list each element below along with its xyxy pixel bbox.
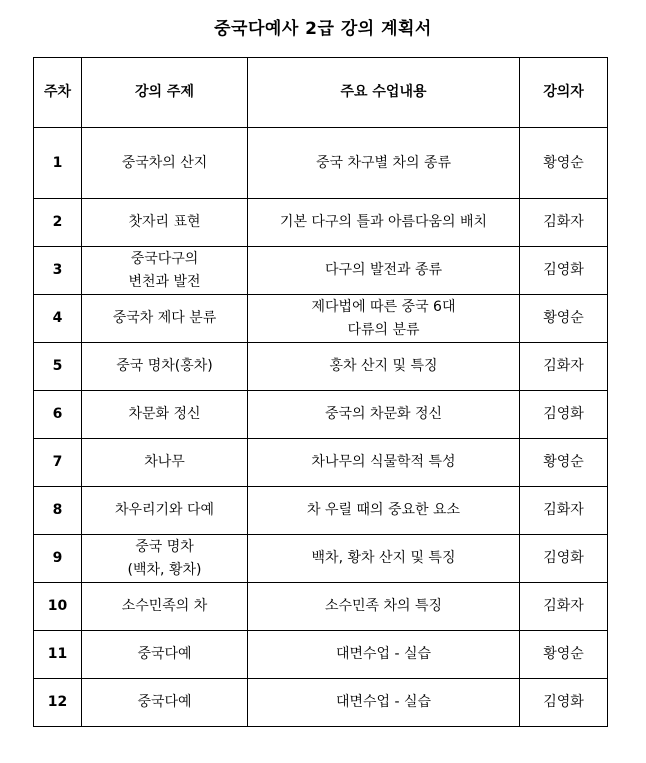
- topic-cell: [82, 295, 248, 343]
- content-cell: [248, 128, 520, 199]
- topic-line: 중국 명차(홍차): [116, 358, 213, 374]
- lecturer-cell: 황영순: [520, 439, 608, 487]
- topic-line: 중국다예: [137, 694, 192, 710]
- lecturer-cell: 김영화: [520, 535, 608, 583]
- table-row: [34, 295, 608, 343]
- topic-cell: [82, 343, 248, 391]
- content-line: 제다법에 따른 중국 6대: [311, 298, 456, 315]
- content-cell: [248, 247, 520, 295]
- lecture-plan-table: [33, 57, 608, 727]
- content-cell: [248, 295, 520, 343]
- topic-cell: [82, 128, 248, 199]
- lecturer-cell: 김화자: [520, 487, 608, 535]
- week-cell: 9: [34, 535, 82, 583]
- content-cell: [248, 583, 520, 631]
- table-row: [34, 487, 608, 535]
- topic-line: 변천과 발전: [128, 273, 201, 290]
- topic-line: 중국차의 산지: [121, 154, 208, 171]
- lecturer-cell: 황영순: [520, 128, 608, 199]
- header-topic: 강의 주제: [82, 58, 248, 128]
- topic-cell: [82, 535, 248, 583]
- week-cell: 5: [34, 343, 82, 391]
- table-row: [34, 439, 608, 487]
- week-cell: 3: [34, 247, 82, 295]
- lecturer-cell: 황영순: [520, 631, 608, 679]
- table-header-row: [34, 58, 608, 128]
- topic-cell: [82, 679, 248, 727]
- table-row: [34, 391, 608, 439]
- content-cell: [248, 439, 520, 487]
- table-row: [34, 247, 608, 295]
- week-cell: 1: [34, 128, 82, 199]
- week-cell: 12: [34, 679, 82, 727]
- content-line: 차 우릴 때의 중요한 요소: [306, 502, 461, 518]
- content-cell: [248, 487, 520, 535]
- topic-line: 중국차 제다 분류: [112, 310, 217, 326]
- content-cell: [248, 679, 520, 727]
- header-week: 주차: [34, 58, 82, 128]
- week-cell: 6: [34, 391, 82, 439]
- topic-line: 소수민족의 차: [121, 598, 208, 614]
- content-line: 다류의 분류: [347, 321, 420, 338]
- week-cell: 11: [34, 631, 82, 679]
- content-line: 소수민족 차의 특징: [324, 598, 443, 614]
- topic-line: 차나무: [144, 454, 185, 470]
- content-line: 중국 차구별 차의 종류: [315, 154, 452, 171]
- topic-line: 중국다구의: [130, 250, 199, 267]
- content-cell: [248, 391, 520, 439]
- header-content: 주요 수업내용: [248, 58, 520, 128]
- lecturer-cell: 김화자: [520, 583, 608, 631]
- content-cell: [248, 343, 520, 391]
- table-row: [34, 583, 608, 631]
- topic-line: 중국 명차: [135, 538, 194, 555]
- content-line: 대면수업 - 실습: [335, 694, 432, 710]
- lecturer-cell: 김화자: [520, 199, 608, 247]
- lecturer-cell: 황영순: [520, 295, 608, 343]
- topic-cell: [82, 583, 248, 631]
- topic-line: (백차, 황차): [127, 561, 202, 578]
- topic-line: 차우리기와 다예: [114, 502, 215, 518]
- content-line: 백차, 황차 산지 및 특징: [311, 550, 456, 566]
- content-line: 대면수업 - 실습: [335, 646, 432, 662]
- content-line: 다구의 발전과 종류: [324, 262, 443, 278]
- lecturer-cell: 김영화: [520, 679, 608, 727]
- topic-line: 찻자리 표현: [128, 214, 201, 230]
- lecturer-cell: 김영화: [520, 247, 608, 295]
- week-cell: 8: [34, 487, 82, 535]
- topic-cell: [82, 199, 248, 247]
- topic-cell: [82, 391, 248, 439]
- lecturer-cell: 김영화: [520, 391, 608, 439]
- table-row: [34, 343, 608, 391]
- topic-cell: [82, 439, 248, 487]
- header-lecturer: 강의자: [520, 58, 608, 128]
- content-line: 중국의 차문화 정신: [324, 406, 443, 422]
- table-row: [34, 679, 608, 727]
- content-line: 기본 다구의 틀과 아름다움의 배치: [279, 214, 488, 230]
- table-row: [34, 535, 608, 583]
- lecturer-cell: 김화자: [520, 343, 608, 391]
- topic-cell: [82, 631, 248, 679]
- topic-cell: [82, 247, 248, 295]
- table-row: [34, 128, 608, 199]
- topic-cell: [82, 487, 248, 535]
- week-cell: 7: [34, 439, 82, 487]
- table-row: [34, 631, 608, 679]
- week-cell: 4: [34, 295, 82, 343]
- content-line: 차나무의 식물학적 특성: [311, 454, 456, 470]
- week-cell: 2: [34, 199, 82, 247]
- week-cell: 10: [34, 583, 82, 631]
- content-cell: [248, 535, 520, 583]
- table-row: [34, 199, 608, 247]
- content-line: 홍차 산지 및 특징: [329, 358, 438, 374]
- content-cell: [248, 199, 520, 247]
- table-body: [34, 128, 608, 727]
- topic-line: 차문화 정신: [128, 406, 201, 422]
- content-cell: [248, 631, 520, 679]
- topic-line: 중국다예: [137, 646, 192, 662]
- page-title: 중국다예사 2급 강의 계획서: [214, 19, 432, 39]
